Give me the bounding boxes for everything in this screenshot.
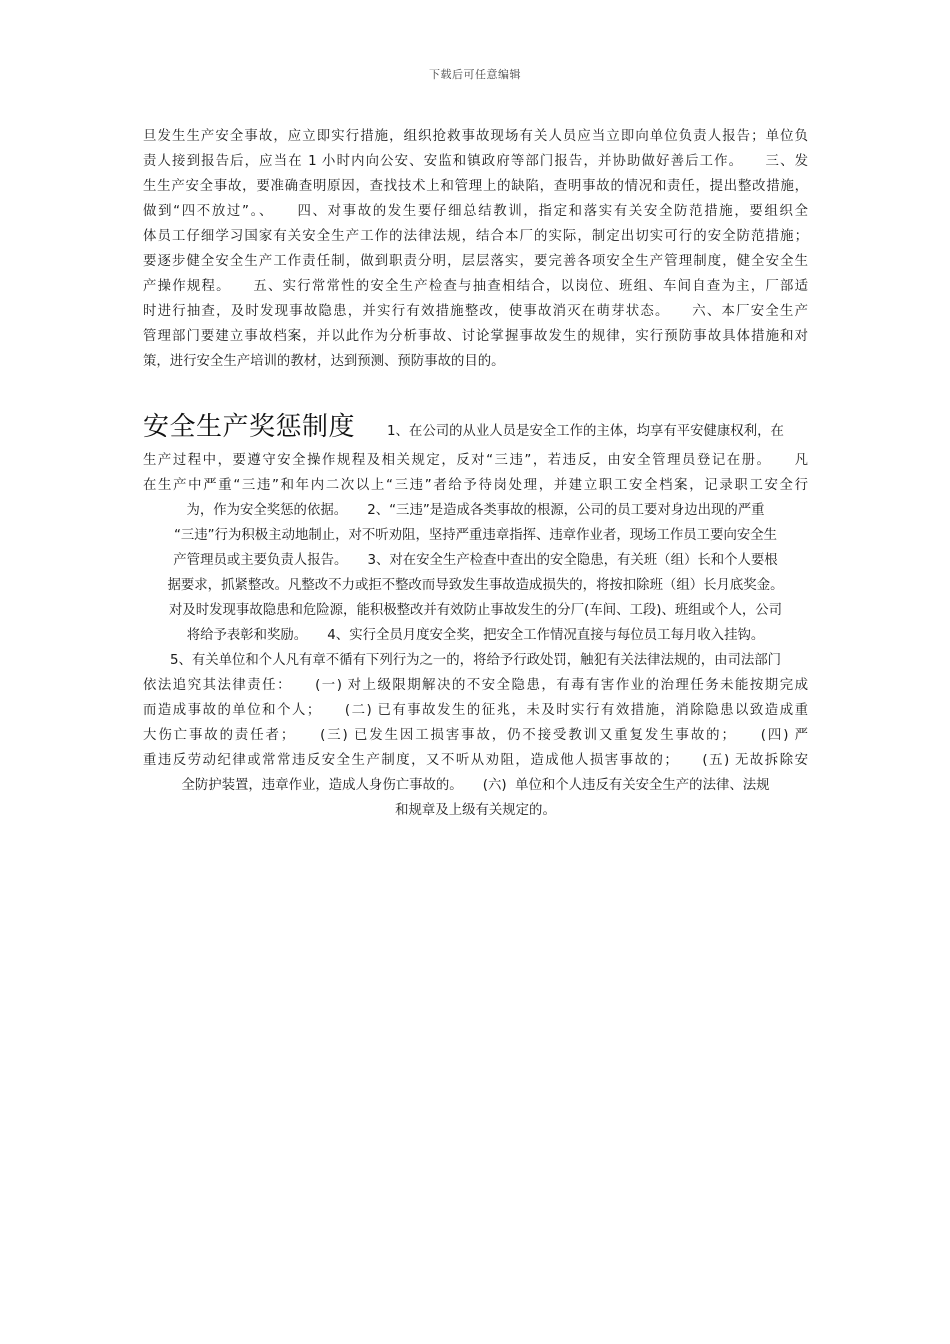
paragraph-line: 依法追究其法律责任： (一) 对上级限期解决的不安全隐患，有毒有害作业的治理任务未能按期完成 xyxy=(143,678,808,693)
paragraph-line: 产管理员或主要负责人报告。 3、对在安全生产检查中查出的安全隐患，有关班（组）长和个人要根 xyxy=(173,553,778,568)
section-title: 安全生产奖惩制度 xyxy=(143,412,356,442)
paragraph-line: 时进行抽查，及时发现事故隐患，并实行有效措施整改，使事故消灭在萌芽状态。 六、本厂安全生产 xyxy=(143,304,808,319)
paragraph-line: 全防护装置，违章作业，造成人身伤亡事故的。 (六) 单位和个人违反有关安全生产的法律、法规 xyxy=(181,778,770,793)
paragraph-line: 做到“四不放过”。、 四、对事故的发生要仔细总结教训，指定和落实有关安全防范措施，要组织全 xyxy=(143,204,808,219)
paragraph-line: 1、在公司的从业人员是安全工作的主体，均享有平安健康权利，在 xyxy=(387,424,784,439)
paragraph-line: 管理部门要建立事故档案，并以此作为分析事故、讨论掌握事故发生的规律，实行预防事故具体措施和对 xyxy=(143,329,808,344)
paragraph-line: 生产过程中，要遵守安全操作规程及相关规定，反对“三违”，若违反，由安全管理员登记在册。 凡 xyxy=(143,453,808,468)
paragraph-line: 生生产安全事故，要准确查明原因，查找技术上和管理上的缺陷，查明事故的情况和责任，提出整改措施， xyxy=(143,179,808,194)
paragraph-line: 大伤亡事故的责任者； (三) 已发生因工损害事故，仍不接受教训又重复发生事故的； (四) 严 xyxy=(143,728,808,743)
section-heading-row xyxy=(143,406,813,442)
paragraph-line: 要逐步健全安全生产工作责任制，做到职责分明，层层落实，要完善各项安全生产管理制度，健全安全生 xyxy=(143,254,808,269)
paragraph-line: 5、有关单位和个人凡有章不循有下列行为之一的，将给予行政处罚，触犯有关法律法规的，由司法部门 xyxy=(169,653,782,668)
paragraph-line: 而造成事故的单位和个人； (二) 已有事故发生的征兆，未及时实行有效措施，消除隐患以致造成重 xyxy=(143,703,808,718)
paragraph-line: 在生产中严重“三违”和年内二次以上“三违”者给予待岗处理，并建立职工安全档案，记录职工安全行 xyxy=(143,478,808,493)
paragraph-line: 责人接到报告后，应当在 1 小时内向公安、安监和镇政府等部门报告，并协助做好善后工作。 三、发 xyxy=(143,154,808,169)
paragraph-line: 产操作规程。 五、实行常常性的安全生产检查与抽查相结合，以岗位、班组、车间自查为主，厂部适 xyxy=(143,279,808,294)
page-header-note: 下载后可任意编辑 xyxy=(429,68,521,81)
paragraph-line: 据要求，抓紧整改。凡整改不力或拒不整改而导致发生事故造成损失的，将按扣除班（组）长月底奖金。 xyxy=(167,578,784,593)
paragraph-line: 旦发生生产安全事故，应立即实行措施，组织抢救事故现场有关人员应当立即向单位负责人报告；单位负 xyxy=(143,129,808,144)
paragraph-line: 重违反劳动纪律或常常违反安全生产制度，又不听从劝阻，造成他人损害事故的； (五) 无故拆除安 xyxy=(143,753,808,768)
paragraph-line: 和规章及上级有关规定的。 xyxy=(395,803,556,818)
paragraph-line: 将给予表彰和奖励。 4、实行全员月度安全奖，把安全工作情况直接与每位员工每月收入挂钩。 xyxy=(186,628,765,643)
paragraph-line: 策，进行安全生产培训的教材，达到预测、预防事故的目的。 xyxy=(143,354,505,369)
paragraph-line: 为，作为安全奖惩的依据。 2、“三违”是造成各类事故的根源，公司的员工要对身边出现的严重 xyxy=(186,503,765,518)
paragraph-line: 对及时发现事故隐患和危险源，能积极整改并有效防止事故发生的分厂(车间、工段)、班组或个人，公司 xyxy=(168,603,783,618)
paragraph-line: 体员工仔细学习国家有关安全生产工作的法律法规，结合本厂的实际，制定出切实可行的安全防范措施； xyxy=(143,229,808,244)
paragraph-line: “三违”行为积极主动地制止，对不听劝阻，坚持严重违章指挥、违章作业者，现场工作员工要向安全生 xyxy=(173,528,778,543)
